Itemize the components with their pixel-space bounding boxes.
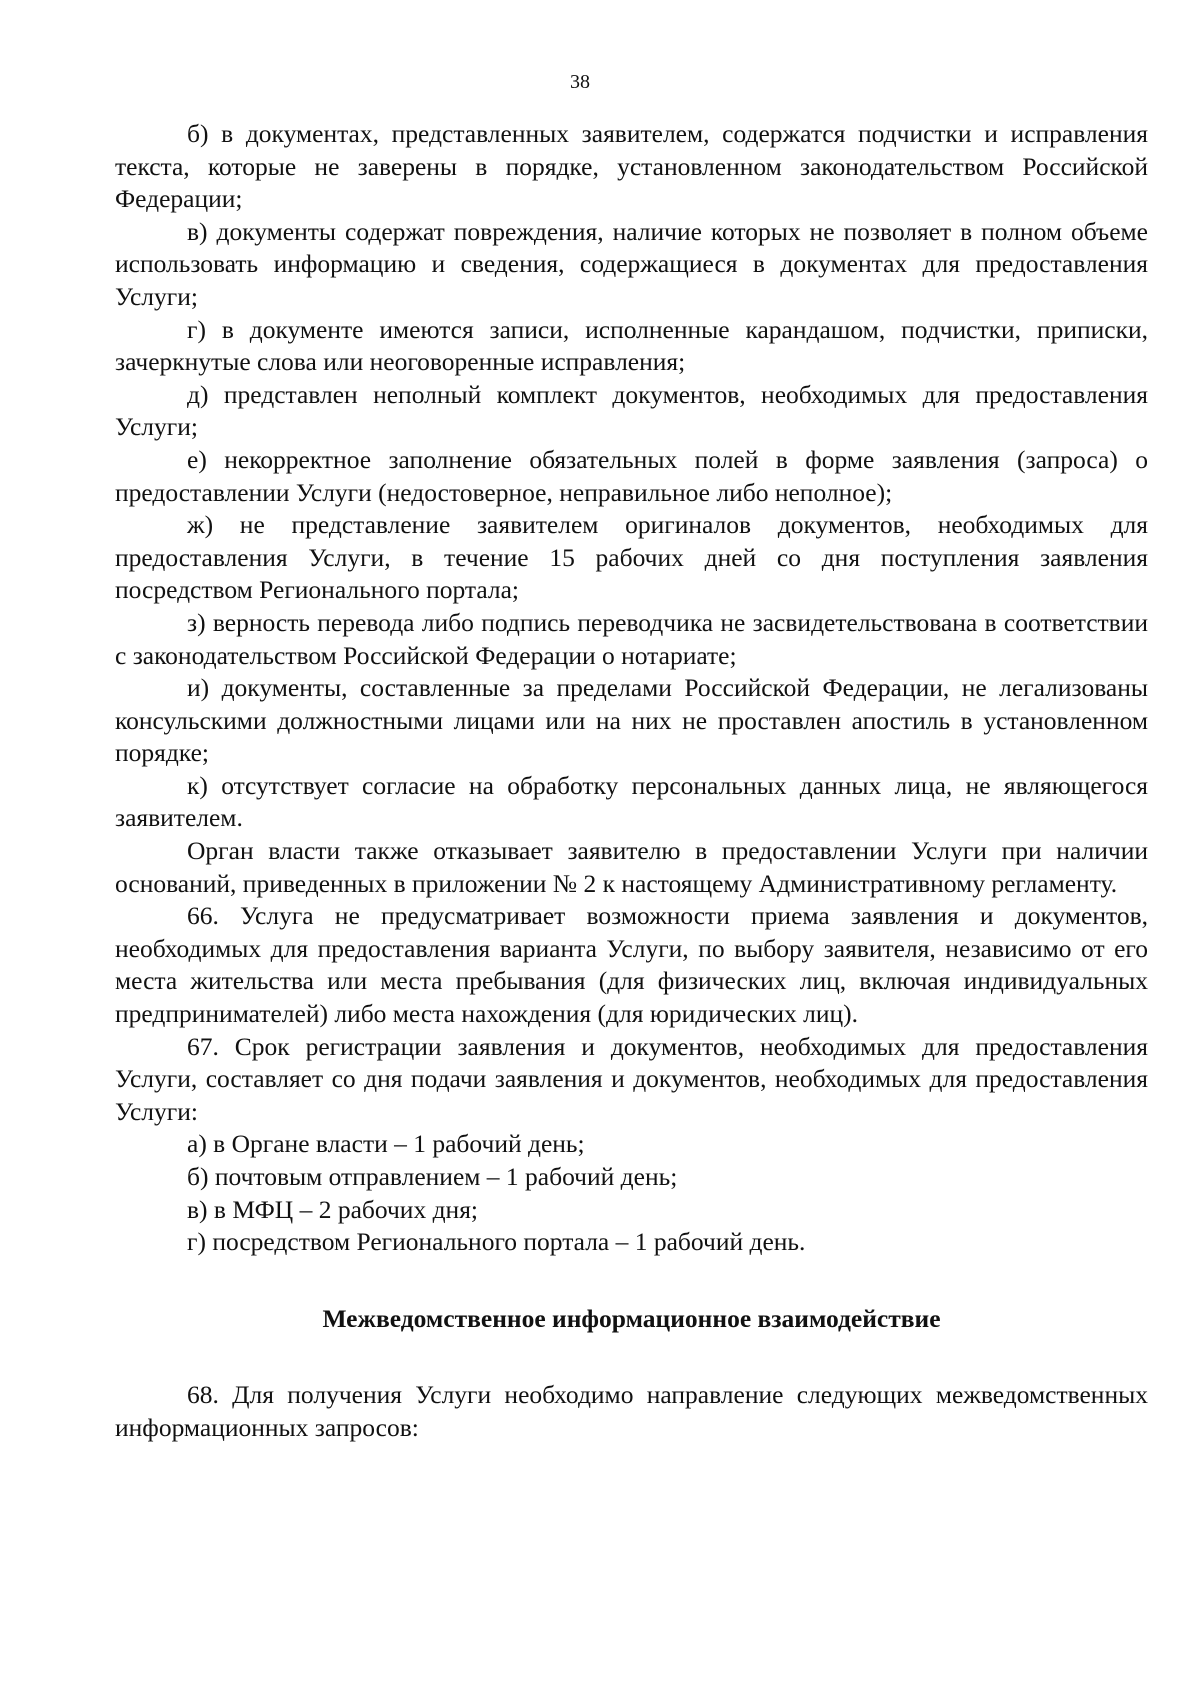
section-heading: Межведомственное информационное взаимодействие	[322, 1303, 941, 1333]
paragraph-g-pencil-records: г) в документе имеются записи, исполненные карандашом, подчистки, приписки, зачеркнутые слова или неоговоренные исправления;	[115, 314, 1148, 377]
paragraph-b-corrections: б) в документах, представленных заявителем, содержатся подчистки и исправления текста, которые не заверены в порядке, установленном законодательством Российской Федерации;	[115, 119, 1148, 214]
paragraph-z-translation: з) верность перевода либо подпись переводчика не засвидетельствована в соответствии с законодательством Российской Федерации о нотариате;	[115, 607, 1148, 670]
paragraph-66: 66. Услуга не предусматривает возможности приема заявления и документов, необходимых для предоставления варианта Услуги, по выбору заявителя, независимо от его места жительства или места пребывания (для физических лиц, включая индивидуальных предпринимателей) либо места нахождения (для юридических лиц).	[115, 901, 1148, 1029]
paragraph-67-b: б) почтовым отправлением – 1 рабочий день;	[187, 1162, 678, 1191]
page-number: 38	[570, 71, 590, 93]
paragraph-v-damage: в) документы содержат повреждения, наличие которых не позволяет в полном объеме использовать информацию и сведения, содержащиеся в документах для предоставления Услуги;	[115, 216, 1148, 311]
paragraph-67-a: а) в Органе власти – 1 рабочий день;	[187, 1129, 585, 1159]
paragraph-e-incorrect-fields: е) некорректное заполнение обязательных полей в форме заявления (запроса) о предоставлении Услуги (недостоверное, неправильное либо неполное);	[115, 444, 1148, 507]
paragraph-zh-originals: ж) не представление заявителем оригиналов документов, необходимых для предоставления Услуги, в течение 15 рабочих дней со дня поступления заявления посредством Регионального портала;	[115, 510, 1148, 605]
paragraph-67-v: в) в МФЦ – 2 рабочих дня;	[187, 1194, 479, 1224]
paragraph-67-g: г) посредством Регионального портала – 1 рабочий день.	[187, 1227, 806, 1257]
paragraph-67: 67. Срок регистрации заявления и документов, необходимых для предоставления Услуги, составляет со дня подачи заявления и документов, необходимых для предоставления Услуги:	[115, 1031, 1148, 1126]
paragraph-refusal-grounds: Орган власти также отказывает заявителю в предоставлении Услуги при наличии оснований, приведенных в приложении № 2 к настоящему Административному регламенту.	[115, 836, 1148, 898]
paragraph-d-incomplete-set: д) представлен неполный комплект документов, необходимых для предоставления Услуги;	[115, 379, 1148, 442]
paragraph-k-consent: к) отсутствует согласие на обработку персональных данных лица, не являющегося заявителем.	[115, 770, 1148, 833]
document-body	[115, 118, 1148, 1445]
paragraph-68: 68. Для получения Услуги необходимо направление следующих межведомственных информационных запросов:	[115, 1380, 1148, 1442]
paragraph-i-legalization: и) документы, составленные за пределами Российской Федерации, не легализованы консульскими должностными лицами или на них не проставлен апостиль в установленном порядке;	[115, 673, 1148, 768]
